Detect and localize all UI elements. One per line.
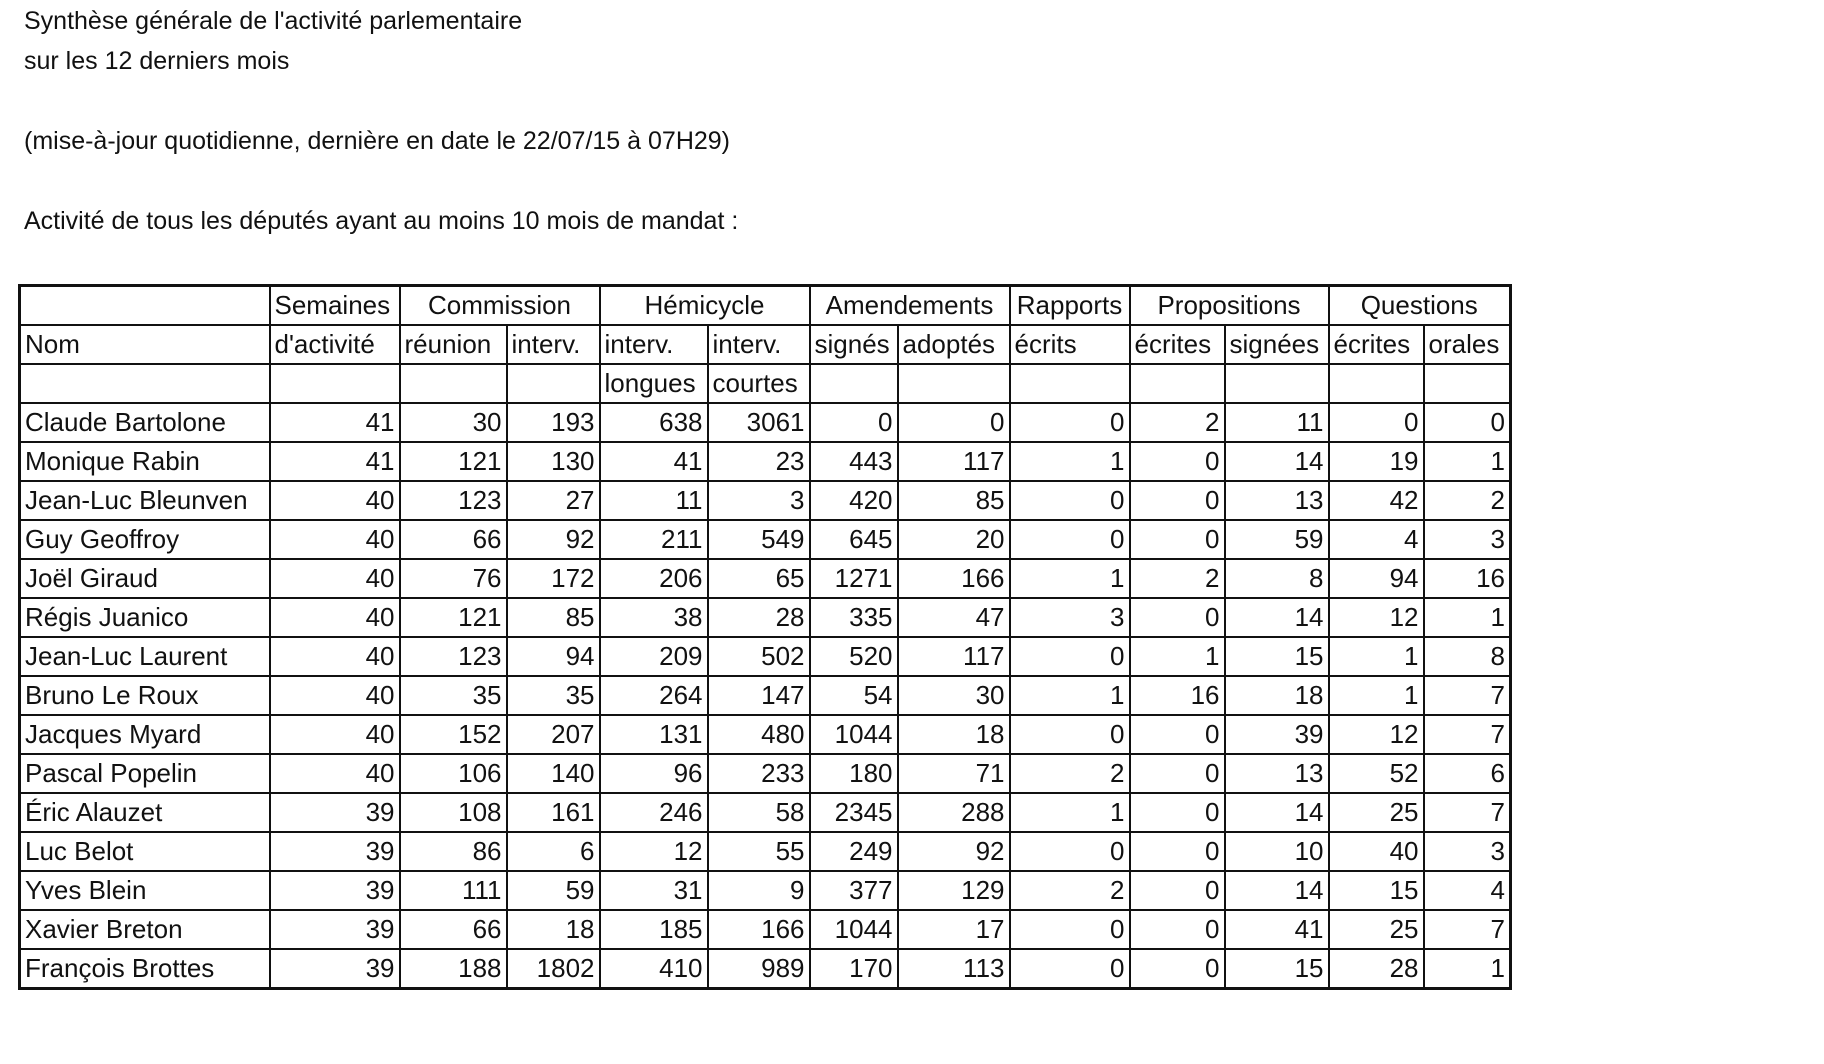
value-cell: 123 [400,637,507,676]
value-cell: 10 [1225,832,1329,871]
value-cell: 1271 [810,559,898,598]
value-cell: 0 [1010,637,1130,676]
value-cell: 13 [1225,754,1329,793]
value-cell: 52 [1329,754,1424,793]
value-cell: 35 [400,676,507,715]
value-cell: 6 [507,832,600,871]
value-cell: 170 [810,949,898,989]
header-group-row [20,286,1511,326]
column-header-cont [1010,364,1130,403]
value-cell: 19 [1329,442,1424,481]
table-row [20,715,1511,754]
value-cell: 96 [600,754,708,793]
value-cell: 129 [898,871,1010,910]
value-cell: 38 [600,598,708,637]
value-cell: 0 [1130,442,1225,481]
value-cell: 188 [400,949,507,989]
value-cell: 54 [810,676,898,715]
value-cell: 113 [898,949,1010,989]
deputy-name-cell: Luc Belot [20,832,270,871]
value-cell: 207 [507,715,600,754]
value-cell: 76 [400,559,507,598]
value-cell: 0 [1010,910,1130,949]
value-cell: 18 [898,715,1010,754]
value-cell: 58 [708,793,810,832]
value-cell: 1 [1424,949,1511,989]
column-header-cont [1225,364,1329,403]
header-propositions: Propositions [1130,286,1329,326]
table-row [20,949,1511,989]
value-cell: 40 [270,520,400,559]
column-header-cont [1329,364,1424,403]
header-semaines: Semaines [270,286,400,326]
value-cell: 645 [810,520,898,559]
column-header: d'activité [270,325,400,364]
deputy-name-cell: Claude Bartolone [20,403,270,442]
value-cell: 0 [1130,910,1225,949]
value-cell: 0 [1010,481,1130,520]
value-cell: 8 [1225,559,1329,598]
value-cell: 1044 [810,910,898,949]
value-cell: 40 [270,481,400,520]
value-cell: 480 [708,715,810,754]
value-cell: 94 [1329,559,1424,598]
value-cell: 30 [400,403,507,442]
value-cell: 8 [1424,637,1511,676]
value-cell: 117 [898,442,1010,481]
value-cell: 40 [1329,832,1424,871]
value-cell: 0 [1130,520,1225,559]
value-cell: 14 [1225,871,1329,910]
column-header: écrits [1010,325,1130,364]
value-cell: 1 [1329,637,1424,676]
value-cell: 1 [1010,676,1130,715]
value-cell: 94 [507,637,600,676]
value-cell: 3 [708,481,810,520]
value-cell: 28 [1329,949,1424,989]
value-cell: 1044 [810,715,898,754]
value-cell: 131 [600,715,708,754]
value-cell: 92 [507,520,600,559]
value-cell: 7 [1424,910,1511,949]
value-cell: 16 [1130,676,1225,715]
value-cell: 39 [270,871,400,910]
table-row [20,442,1511,481]
value-cell: 12 [600,832,708,871]
value-cell: 14 [1225,442,1329,481]
value-cell: 55 [708,832,810,871]
table-row [20,910,1511,949]
value-cell: 520 [810,637,898,676]
value-cell: 0 [1130,871,1225,910]
value-cell: 117 [898,637,1010,676]
value-cell: 2345 [810,793,898,832]
column-header: signées [1225,325,1329,364]
value-cell: 15 [1329,871,1424,910]
value-cell: 9 [708,871,810,910]
doc-title-line2: sur les 12 derniers mois [24,47,290,75]
value-cell: 106 [400,754,507,793]
value-cell: 989 [708,949,810,989]
value-cell: 40 [270,676,400,715]
value-cell: 7 [1424,676,1511,715]
update-note: (mise-à-jour quotidienne, dernière en date le 22/07/15 à 07H29) [24,127,731,155]
value-cell: 1802 [507,949,600,989]
value-cell: 4 [1329,520,1424,559]
deputy-name-cell: Joël Giraud [20,559,270,598]
column-header-cont [20,364,270,403]
value-cell: 41 [270,403,400,442]
value-cell: 249 [810,832,898,871]
value-cell: 420 [810,481,898,520]
column-header: orales [1424,325,1511,364]
column-header: adoptés [898,325,1010,364]
value-cell: 1 [1010,559,1130,598]
deputy-name-cell: Yves Blein [20,871,270,910]
value-cell: 47 [898,598,1010,637]
value-cell: 0 [1010,832,1130,871]
value-cell: 108 [400,793,507,832]
value-cell: 39 [270,910,400,949]
value-cell: 40 [270,559,400,598]
value-cell: 15 [1225,949,1329,989]
value-cell: 2 [1424,481,1511,520]
value-cell: 41 [600,442,708,481]
value-cell: 42 [1329,481,1424,520]
deputy-name-cell: Jacques Myard [20,715,270,754]
value-cell: 264 [600,676,708,715]
value-cell: 59 [1225,520,1329,559]
column-header: écrites [1329,325,1424,364]
deputy-name-cell: Bruno Le Roux [20,676,270,715]
value-cell: 0 [898,403,1010,442]
deputy-name-cell: Guy Geoffroy [20,520,270,559]
value-cell: 59 [507,871,600,910]
value-cell: 0 [1130,832,1225,871]
column-header: signés [810,325,898,364]
value-cell: 18 [507,910,600,949]
value-cell: 30 [898,676,1010,715]
deputy-name-cell: Pascal Popelin [20,754,270,793]
table-row [20,793,1511,832]
header-spacer [20,286,270,326]
value-cell: 40 [270,754,400,793]
value-cell: 7 [1424,793,1511,832]
value-cell: 2 [1010,871,1130,910]
column-header: Nom [20,325,270,364]
table-row [20,559,1511,598]
value-cell: 12 [1329,598,1424,637]
value-cell: 1 [1424,442,1511,481]
value-cell: 1 [1329,676,1424,715]
header-cont-row [20,364,1511,403]
column-header-cont: courtes [708,364,810,403]
value-cell: 66 [400,910,507,949]
value-cell: 25 [1329,793,1424,832]
deputy-name-cell: Monique Rabin [20,442,270,481]
value-cell: 15 [1225,637,1329,676]
value-cell: 0 [1010,520,1130,559]
value-cell: 166 [898,559,1010,598]
value-cell: 31 [600,871,708,910]
column-header-cont [400,364,507,403]
table-row [20,520,1511,559]
value-cell: 14 [1225,598,1329,637]
header-amendements: Amendements [810,286,1010,326]
column-header: réunion [400,325,507,364]
table-row [20,754,1511,793]
value-cell: 111 [400,871,507,910]
table-row [20,871,1511,910]
value-cell: 14 [1225,793,1329,832]
column-header: interv. [600,325,708,364]
value-cell: 443 [810,442,898,481]
value-cell: 161 [507,793,600,832]
value-cell: 2 [1010,754,1130,793]
header-sub-row [20,325,1511,364]
value-cell: 25 [1329,910,1424,949]
header-questions: Questions [1329,286,1511,326]
deputy-name-cell: Éric Alauzet [20,793,270,832]
value-cell: 121 [400,598,507,637]
value-cell: 12 [1329,715,1424,754]
value-cell: 16 [1424,559,1511,598]
value-cell: 41 [1225,910,1329,949]
value-cell: 3061 [708,403,810,442]
value-cell: 18 [1225,676,1329,715]
value-cell: 193 [507,403,600,442]
value-cell: 40 [270,598,400,637]
value-cell: 377 [810,871,898,910]
value-cell: 1 [1010,442,1130,481]
value-cell: 40 [270,637,400,676]
header-rapports: Rapports [1010,286,1130,326]
table-row [20,481,1511,520]
value-cell: 0 [1010,403,1130,442]
value-cell: 211 [600,520,708,559]
value-cell: 66 [400,520,507,559]
column-header: écrites [1130,325,1225,364]
value-cell: 11 [600,481,708,520]
value-cell: 27 [507,481,600,520]
value-cell: 130 [507,442,600,481]
value-cell: 85 [507,598,600,637]
value-cell: 3 [1424,520,1511,559]
value-cell: 121 [400,442,507,481]
column-header-cont [810,364,898,403]
deputy-name-cell: François Brottes [20,949,270,989]
value-cell: 233 [708,754,810,793]
value-cell: 147 [708,676,810,715]
value-cell: 0 [1010,715,1130,754]
value-cell: 166 [708,910,810,949]
value-cell: 3 [1424,832,1511,871]
value-cell: 2 [1130,403,1225,442]
value-cell: 0 [810,403,898,442]
deputy-name-cell: Régis Juanico [20,598,270,637]
header-hemicycle: Hémicycle [600,286,810,326]
value-cell: 35 [507,676,600,715]
value-cell: 39 [270,832,400,871]
value-cell: 206 [600,559,708,598]
value-cell: 13 [1225,481,1329,520]
column-header-cont [1424,364,1511,403]
value-cell: 0 [1130,481,1225,520]
column-header-cont: longues [600,364,708,403]
value-cell: 2 [1130,559,1225,598]
value-cell: 71 [898,754,1010,793]
table-row [20,403,1511,442]
column-header-cont [898,364,1010,403]
value-cell: 0 [1130,754,1225,793]
value-cell: 1 [1424,598,1511,637]
value-cell: 1 [1010,793,1130,832]
value-cell: 39 [270,793,400,832]
value-cell: 17 [898,910,1010,949]
value-cell: 39 [270,949,400,989]
value-cell: 41 [270,442,400,481]
value-cell: 39 [1225,715,1329,754]
deputy-name-cell: Xavier Breton [20,910,270,949]
value-cell: 0 [1130,949,1225,989]
table-row [20,832,1511,871]
table-caption: Activité de tous les députés ayant au moins 10 mois de mandat : [24,207,739,235]
value-cell: 85 [898,481,1010,520]
column-header: interv. [708,325,810,364]
value-cell: 28 [708,598,810,637]
header-commission: Commission [400,286,600,326]
value-cell: 288 [898,793,1010,832]
value-cell: 6 [1424,754,1511,793]
value-cell: 0 [1010,949,1130,989]
value-cell: 11 [1225,403,1329,442]
doc-title-line1: Synthèse générale de l'activité parlementaire [24,7,523,35]
value-cell: 40 [270,715,400,754]
value-cell: 0 [1130,715,1225,754]
table-row [20,637,1511,676]
value-cell: 20 [898,520,1010,559]
value-cell: 180 [810,754,898,793]
value-cell: 172 [507,559,600,598]
value-cell: 335 [810,598,898,637]
value-cell: 123 [400,481,507,520]
value-cell: 65 [708,559,810,598]
value-cell: 3 [1010,598,1130,637]
column-header-cont [1130,364,1225,403]
value-cell: 0 [1130,793,1225,832]
value-cell: 140 [507,754,600,793]
activity-table [18,284,1512,990]
value-cell: 0 [1329,403,1424,442]
value-cell: 0 [1424,403,1511,442]
value-cell: 502 [708,637,810,676]
column-header-cont [507,364,600,403]
table-row [20,676,1511,715]
column-header-cont [270,364,400,403]
value-cell: 638 [600,403,708,442]
value-cell: 86 [400,832,507,871]
value-cell: 1 [1130,637,1225,676]
value-cell: 185 [600,910,708,949]
value-cell: 4 [1424,871,1511,910]
value-cell: 549 [708,520,810,559]
table-row [20,598,1511,637]
value-cell: 23 [708,442,810,481]
value-cell: 7 [1424,715,1511,754]
value-cell: 152 [400,715,507,754]
value-cell: 246 [600,793,708,832]
value-cell: 410 [600,949,708,989]
value-cell: 92 [898,832,1010,871]
deputy-name-cell: Jean-Luc Bleunven [20,481,270,520]
column-header: interv. [507,325,600,364]
deputy-name-cell: Jean-Luc Laurent [20,637,270,676]
value-cell: 209 [600,637,708,676]
value-cell: 0 [1130,598,1225,637]
